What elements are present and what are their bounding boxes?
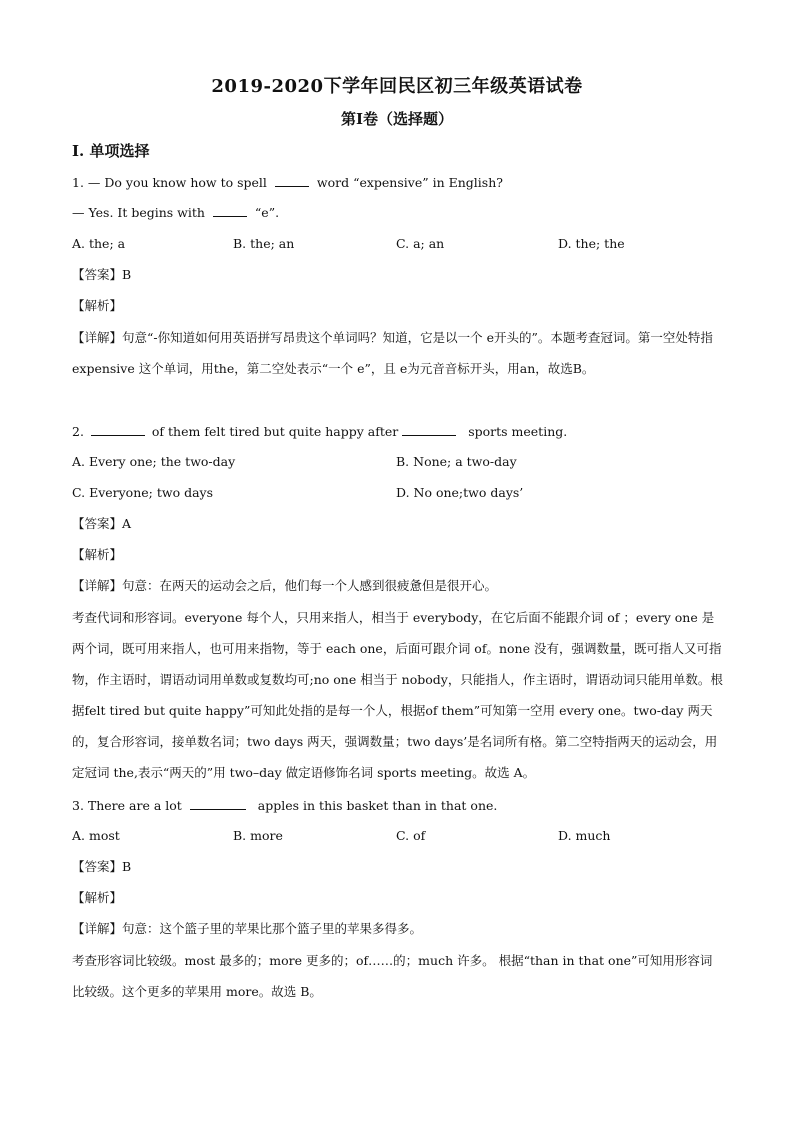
question-2-option-c: C. Everyone; two days [72,485,213,500]
question-2-detail-1: 【详解】句意：在两天的运动会之后，他们每一个人感到很疲惫但是很开心。 [72,578,498,593]
question-1-line-1: 1. — Do you know how to spell word “expensive” in English? [72,175,503,190]
question-1-option-b: B. the; an [233,236,295,251]
question-3-detail-2: 考查形容词比较级。most 最多的；more 更多的；of……的；much 许多。 根据“than in that one”可知用形容词比较级。这个更多的苹果用 more。故选 B。 [72,953,713,999]
question-3-detail-1: 【详解】句意：这个篮子里的苹果比那个篮子里的苹果多得多。 [72,921,423,936]
answer-blank [275,174,309,187]
question-3-option-a: A. most [72,828,120,843]
answer-blank [402,423,456,436]
question-1-option-d: D. the; the [558,236,625,251]
question-1-option-a: A. the; a [72,236,126,251]
question-2-option-a: A. Every one; the two-day [72,454,236,469]
answer-blank [91,423,145,436]
question-3-option-b: B. more [233,828,283,843]
question-2-answer: 【答案】A [72,516,132,531]
question-3-line-1: 3. There are a lot apples in this basket than in that one. [72,798,498,813]
question-1-answer: 【答案】B [72,267,132,282]
answer-blank [190,797,246,810]
page-title: 2019-2020下学年回民区初三年级英语试卷 [211,76,583,97]
question-3-option-c: C. of [396,828,426,843]
question-3-option-d: D. much [558,828,611,843]
question-1-line-2: — Yes. It begins with “e”. [72,205,280,220]
question-3-answer: 【答案】B [72,859,132,874]
question-1-analysis-label: 【解析】 [72,298,123,313]
question-1-option-c: C. a; an [396,236,445,251]
question-2-option-d: D. No one;two days’ [396,485,524,500]
question-3-analysis-label: 【解析】 [72,890,123,905]
question-2-detail-2: 考查代词和形容词。everyone 每个人，只用来指人，相当于 everybody，在它后面不能跟介词 of ；every one 是两个词，既可用来指人，也可用来指物，等于 each one，后面可跟介词 of。none 没有，强调数量，既可指人又可指物，作主语时，谓语动词用单数或复数均可;no one 相当于 nobody，只能指人，作主语时，谓语动词只能用单数。根据felt tired but quite happy”可知此处指的是每一个人，根据of them”可知第一空用 every one。two-day 两天的，复合形容词，接单数名词；two days 两天，强调数量；two days’是名词所有格。第二空特指两天的运动会，用定冠词 the,表示“两天的”用 two–day 做定语修饰名词 sports meeting。故选 A。 [72,610,723,780]
question-2-line-1: 2. of them felt tired but quite happy after sports meeting. [72,424,568,439]
question-1-detail: 【详解】句意“-你知道如何用英语拼写昂贵这个单词吗？知道，它是以一个 e开头的”。本题考查冠词。第一空处特指 expensive 这个单词，用the，第二空处表示“一个 e”，且 e为元音音标开头，用an，故选B。 [72,330,713,376]
question-2-analysis-label: 【解析】 [72,547,123,562]
page-subtitle: 第I卷（选择题） [340,110,454,128]
section-heading: I. 单项选择 [72,142,150,160]
question-2-option-b: B. None; a two-day [396,454,517,469]
answer-blank [213,204,247,217]
